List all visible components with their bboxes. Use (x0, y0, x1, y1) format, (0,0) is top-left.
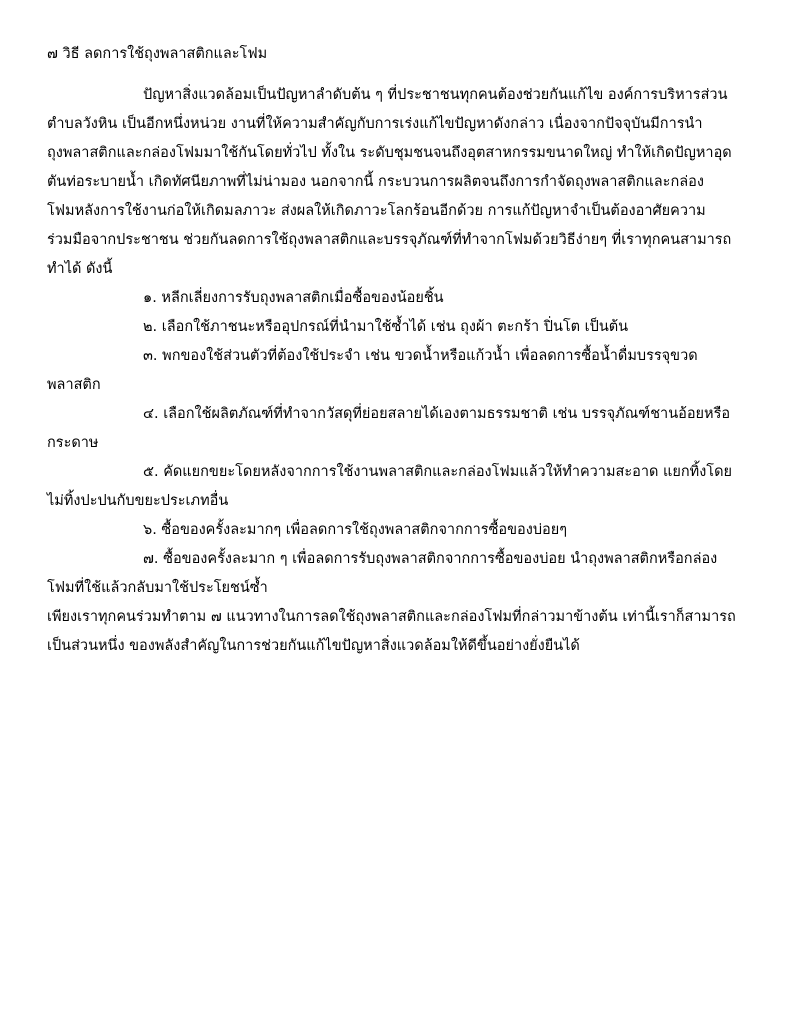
method-line-continued: ไม่ทิ้งปะปนกับขยะประเภทอื่น (47, 493, 229, 509)
method-line: ๕. คัดแยกขยะโดยหลังจากการใช้งานพลาสติกและกล่องโฟมแล้วให้ทำความสะอาด แยกทิ้งโดย (143, 464, 732, 480)
method-line: ๗. ซื้อของครั้งละมาก ๆ เพื่อลดการรับถุงพลาสติกจากการซื้อของบ่อย นำถุงพลาสติกหรือกล่อง (143, 551, 718, 567)
method-line: ๔. เลือกใช้ผลิตภัณฑ์ที่ทำจากวัสดุที่ย่อยสลายได้เองตามธรรมชาติ เช่น บรรจุภัณฑ์ชานอ้อยหรือ (143, 406, 731, 422)
method-line-continued: พลาสติก (47, 377, 101, 393)
method-line-continued: โฟมที่ใช้แล้วกลับมาใช้ประโยชน์ซ้ำ (47, 580, 268, 596)
conclusion-line: เป็นส่วนหนึ่ง ของพลังสำคัญในการช่วยกันแก้ไขปัญหาสิ่งแวดล้อมให้ดีขึ้นอย่างยั่งยืนได้ (47, 638, 580, 654)
document-title: ๗ วิธี ลดการใช้ถุงพลาสติกและโฟม (47, 46, 268, 62)
intro-line: ถุงพลาสติกและกล่องโฟมมาใช้กันโดยทั่วไป ทั้งใน ระดับชุมชนจนถึงอุตสาหกรรมขนาดใหญ่ ทำให้เกิดปัญหาอุด (47, 145, 732, 161)
method-line: ๑. หลีกเลี่ยงการรับถุงพลาสติกเมื่อซื้อของน้อยชิ้น (143, 290, 444, 306)
intro-line: ทำได้ ดังนี้ (47, 261, 113, 277)
method-line: ๓. พกของใช้ส่วนตัวที่ต้องใช้ประจำ เช่น ขวดน้ำหรือแก้วน้ำ เพื่อลดการซื้อน้ำดื่มบรรจุขวด (143, 348, 698, 364)
intro-line: ปัญหาสิ่งแวดล้อมเป็นปัญหาลำดับต้น ๆ ที่ประชาชนทุกคนต้องช่วยกันแก้ไข องค์การบริหารส่วน (143, 87, 728, 103)
method-line: ๒. เลือกใช้ภาชนะหรืออุปกรณ์ที่นำมาใช้ซ้ำได้ เช่น ถุงผ้า ตะกร้า ปิ่นโต เป็นต้น (143, 319, 629, 335)
method-line-continued: กระดาษ (47, 435, 99, 451)
intro-line: ตำบลวังหิน เป็นอีกหนึ่งหน่วย งานที่ให้ความสำคัญกับการเร่งแก้ไขปัญหาดังกล่าว เนื่องจากปัจจุบันมีการนำ (47, 116, 703, 132)
conclusion-line: เพียงเราทุกคนร่วมทำตาม ๗ แนวทางในการลดใช้ถุงพลาสติกและกล่องโฟมที่กล่าวมาข้างต้น เท่านี้เราก็สามารถ (47, 609, 736, 625)
intro-line: ร่วมมือจากประชาชน ช่วยกันลดการใช้ถุงพลาสติกและบรรจุภัณฑ์ที่ทำจากโฟมด้วยวิธีง่ายๆ ที่เราทุกคนสามารถ (47, 232, 732, 248)
method-line: ๖. ซื้อของครั้งละมากๆ เพื่อลดการใช้ถุงพลาสติกจากการซื้อของบ่อยๆ (143, 522, 568, 538)
intro-line: โฟมหลังการใช้งานก่อให้เกิดมลภาวะ ส่งผลให้เกิดภาวะโลกร้อนอีกด้วย การแก้ปัญหาจำเป็นต้องอาศัยความ (47, 203, 706, 219)
intro-line: ตันท่อระบายน้ำ เกิดทัศนียภาพที่ไม่น่ามอง นอกจากนี้ กระบวนการผลิตจนถึงการกำจัดถุงพลาสติกและกล่อง (47, 174, 704, 190)
